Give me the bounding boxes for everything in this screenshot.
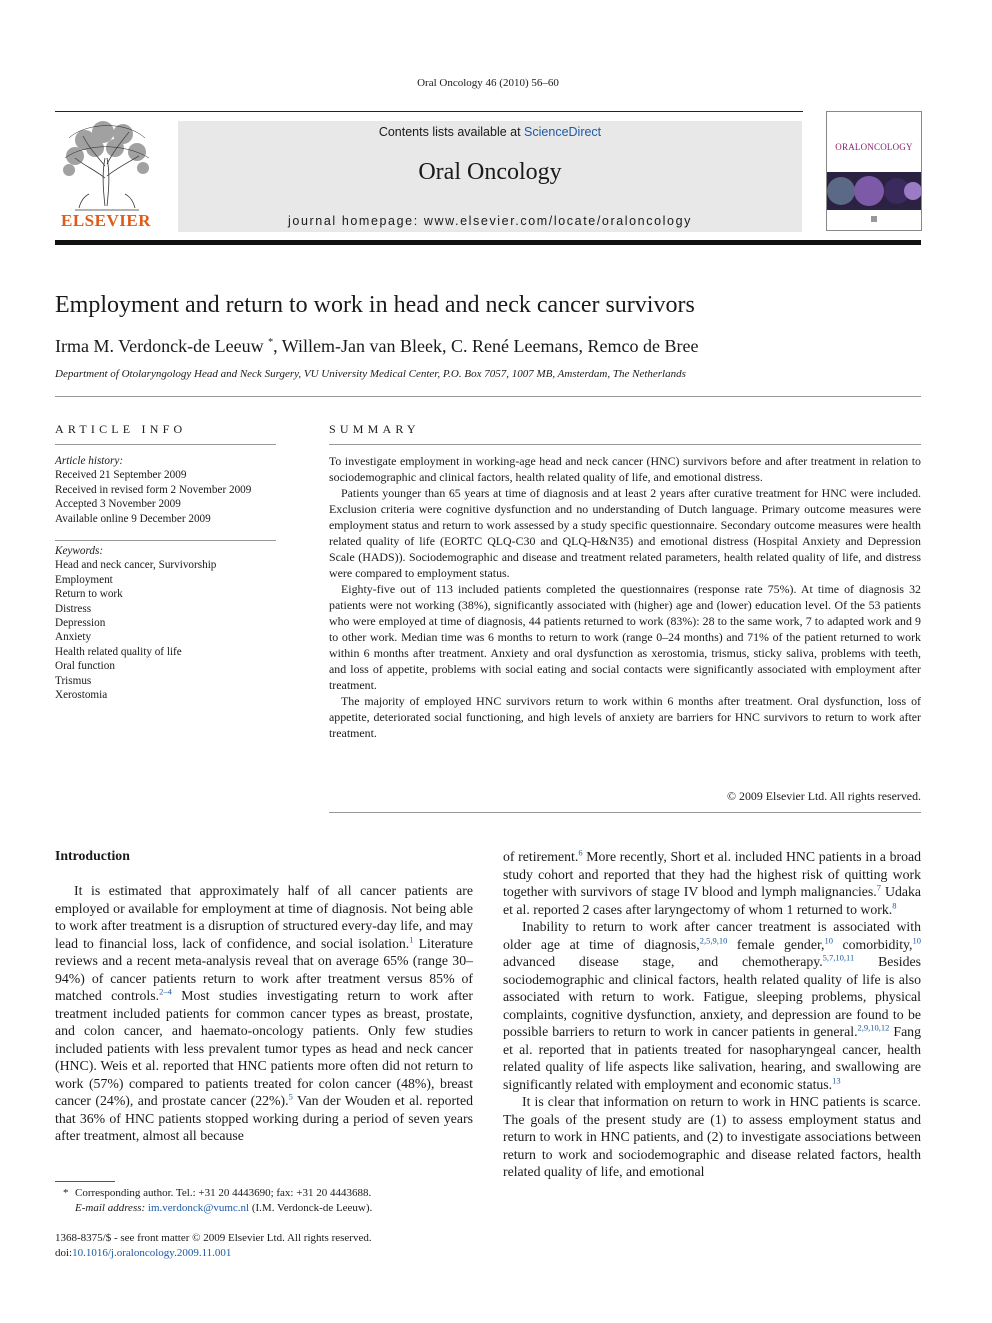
history-label: Article history: — [55, 455, 124, 467]
citation-ref[interactable]: 10 — [824, 934, 833, 945]
doi-link[interactable]: 10.1016/j.oraloncology.2009.11.001 — [72, 1246, 232, 1259]
contents-prefix: Contents lists available at — [378, 125, 525, 139]
journal-citation: Oral Oncology 46 (2010) 56–60 — [417, 77, 559, 89]
header-rule — [55, 111, 803, 112]
masthead — [178, 121, 802, 232]
contents-line — [178, 125, 802, 139]
keyword: Head and neck cancer, Survivorship — [55, 559, 217, 572]
issn-line: 1368-8375/$ - see front matter © 2009 Elsevier Ltd. All rights reserved. — [55, 1232, 372, 1244]
email-label: E-mail address: — [75, 1201, 146, 1214]
corresponding-text: Corresponding author. Tel.: +31 20 4443690; fax: +31 20 4443688. — [75, 1187, 372, 1199]
body-column-right — [503, 848, 921, 1181]
keyword: Anxiety — [55, 631, 92, 644]
corresponding-author-note — [55, 1186, 372, 1201]
divider — [55, 444, 276, 445]
citation-ref[interactable]: 5,7,10,11 — [822, 952, 855, 963]
doi-prefix: doi: — [55, 1246, 73, 1259]
email-link[interactable]: im.verdonck@vumc.nl — [147, 1201, 250, 1214]
keywords-label: Keywords: — [55, 545, 104, 557]
summary-paragraph: Patients younger than 65 years at time of diagnosis and at least 2 years after curative treatment for HNC were included. Exclusion criteria were cognitive dysfunction and no understanding of Dutch language. Primary outcome measures were employment status and return to work assessed by a study specific questionnaire. Secondary outcome measures were health related quality of life (EORTC QLQ-C30 and QLQ-H&N35) and emotional distress (Hospital Anxiety and Depression Scale (HADS)). Sociodemographic and disease and treatment related parameters, health related quality of life, and distress were compared to employment status. — [329, 486, 921, 580]
keyword: Depression — [55, 617, 106, 630]
keyword: Employment — [55, 573, 113, 586]
citation-ref[interactable]: 7 — [876, 882, 882, 893]
author-name[interactable]: Remco de Bree — [587, 336, 699, 356]
citation-ref[interactable]: 8 — [892, 899, 897, 910]
body-paragraph: It is clear that information on return to work in HNC patients is scarce. The goals of the present study are (1) to assess employment status and return to work in HNC patients, and (2) to investigate associations between return to work and sociodemographic and disease related factors, health related quality of life, and emotional — [503, 1094, 921, 1179]
author-name[interactable]: Irma M. Verdonck-de Leeuw — [55, 336, 264, 356]
author-list: Irma M. Verdonck-de Leeuw *, Willem-Jan van Bleek, C. René Leemans, Remco de Bree — [55, 336, 699, 356]
summary-paragraph: Eighty-five out of 113 included patients completed the questionnaires (response rate 75%). At time of diagnosis 32 patients were not working (38%), significantly associated with (higher) age and (lower) education level. Of the 53 patients who were employed at time of diagnosis, 44 patients returned to work (83%): 28 to the same work, 7 to adapted work and 9 to other work. Median time was 6 months to return to work (range 0–24 months) and 71% of the patient returned to work within 6 months after treatment. Anxiety and oral dysfunction as xerostomia, trismus, sticky saliva, problems with teeth, and loss of appetite, problems with social eating and social contacts were significantly associated with employment after treatment. — [329, 582, 921, 692]
article-title: Employment and return to work in head and neck cancer survivors — [55, 292, 695, 318]
history-item: Received 21 September 2009 — [55, 469, 187, 482]
journal-cover-thumbnail — [826, 111, 922, 231]
footnote-rule — [55, 1181, 115, 1182]
keyword: Trismus — [55, 674, 92, 687]
summary-text — [329, 453, 921, 741]
cover-image-strip — [827, 172, 921, 210]
citation-ref[interactable]: 10 — [912, 934, 921, 945]
affiliation: Department of Otolaryngology Head and Neck Surgery, VU University Medical Center, P.O. Box 7057, 1007 MB, Amsterdam, The Netherlands — [55, 368, 686, 380]
cover-emblem — [871, 216, 877, 222]
citation-ref[interactable]: 1 — [409, 933, 414, 944]
journal-homepage[interactable]: journal homepage: www.elsevier.com/locate/oraloncology — [288, 214, 692, 228]
doi-line — [55, 1246, 372, 1261]
divider — [55, 396, 921, 397]
sciencedirect-link[interactable]: ScienceDirect — [524, 125, 602, 139]
elsevier-wordmark: ELSEVIER — [61, 211, 151, 230]
citation-ref[interactable]: 5 — [288, 1091, 293, 1102]
summary-heading: SUMMARY — [329, 422, 420, 436]
summary-paragraph: The majority of employed HNC survivors return to work within 6 months after treatment. Oral dysfunction, loss of appetite, deteriorated social functioning, and high levels of anxiety are barriers for HNC survivors to return to work after treatment. — [329, 694, 921, 740]
article-history — [55, 454, 280, 526]
citation-ref[interactable]: 2,5,9,10 — [699, 934, 728, 945]
summary-paragraph: To investigate employment in working-age head and neck cancer (HNC) survivors before and after treatment in relation to sociodemographic and clinical factors, health related quality of life, and emotional distress. — [329, 454, 921, 484]
citation-ref[interactable]: 2–4 — [159, 986, 172, 997]
body-paragraph: It is estimated that approximately half of all cancer patients are employed or available for employment at time of diagnosis. Not being able to work after treatment is a disruption of structured every-day life, and may lead to financial loss, lack of confidence, and social isolation.$^1$ Literature reviews and a recent meta-analysis reveal that on average 65% (range 30–94%) of cancer patients return to work after treatment versus 85% of matched controls.$^{2-4}$ Most studies investigating return to work after treatment included patients for common cancer types as breast, prostate, and colon cancer, and haemato-oncology patients. Only few studies included patients with less prevalent tumor types as head and neck cancer (HNC). Weis et al. reported that HNC patients more often did not return to work (57%) compared to patients treated for colon cancer (48%), breast cancer (24%), and prostate cancer (22%).$^5$ Van der Wouden et al. reported that 36% of HNC patients stopped working during a period of seven years after treatment, almost all because — [55, 883, 473, 1143]
body-paragraph: of retirement.$^6$ More recently, Short et al. included HNC patients in a broad study cohort and reported that they had the highest risk of quitting work together with survivors of stage IV blood and lymph malignancies.$^7$ Udaka et al. reported 2 cases after laryngectomy of whom 1 returned to work.$^8$ — [503, 847, 921, 917]
corresponding-mark[interactable]: * — [268, 337, 274, 348]
header-thick-rule — [55, 240, 921, 245]
divider — [55, 540, 276, 541]
citation-ref[interactable]: 6 — [578, 847, 583, 858]
keyword: Distress — [55, 602, 92, 615]
body-column-left — [55, 882, 473, 1145]
keyword: Xerostomia — [55, 689, 108, 702]
publication-info — [55, 1231, 372, 1260]
email-note — [55, 1201, 372, 1216]
keyword: Return to work — [55, 588, 123, 601]
history-item: Available online 9 December 2009 — [55, 512, 211, 525]
author-name[interactable]: Willem-Jan van Bleek — [281, 336, 443, 356]
copyright: © 2009 Elsevier Ltd. All rights reserved. — [727, 789, 921, 803]
footnote-mark: * — [63, 1187, 69, 1199]
citation-ref[interactable]: 13 — [832, 1074, 841, 1085]
keywords — [55, 544, 280, 702]
cover-title: ORALONCOLOGY — [835, 142, 913, 152]
divider — [329, 812, 921, 813]
history-item: Received in revised form 2 November 2009 — [55, 483, 252, 496]
article-info-heading: ARTICLE INFO — [55, 422, 187, 436]
author-name[interactable]: C. René Leemans — [451, 336, 579, 356]
citation-ref[interactable]: 2,9,10,12 — [857, 1022, 890, 1033]
keyword: Health related quality of life — [55, 645, 182, 658]
history-item: Accepted 3 November 2009 — [55, 498, 181, 511]
keyword: Oral function — [55, 660, 115, 673]
footnotes — [55, 1186, 372, 1215]
section-heading-introduction: Introduction — [55, 848, 130, 863]
divider — [329, 444, 921, 445]
journal-title: Oral Oncology — [418, 159, 562, 185]
body-paragraph: Inability to return to work after cancer treatment is associated with older age at time of diagnosis,$^{2,5,9,10}$ female gender,$^{10}$ comorbidity,$^{10}$ advanced disease stage, and chemotherapy.$^{5,7,10,11}$ Besides sociodemographic and clinical factors, health related quality of life is also associated with return to work. Fatigue, sleeping problems, physical complaints, cognitive dysfunction, anxiety, and depression are found to be possible barriers to return to work in cancer patients in general.$^{2,9,10,12}$ Fang et al. reported that in patients treated for nasopharyngeal cancer, health related quality of life aspects like salivation, hearing, and swallowing are significantly related with employment and economic status.$^{13}$ — [503, 919, 921, 1092]
email-suffix: (I.M. Verdonck-de Leeuw). — [249, 1201, 373, 1214]
